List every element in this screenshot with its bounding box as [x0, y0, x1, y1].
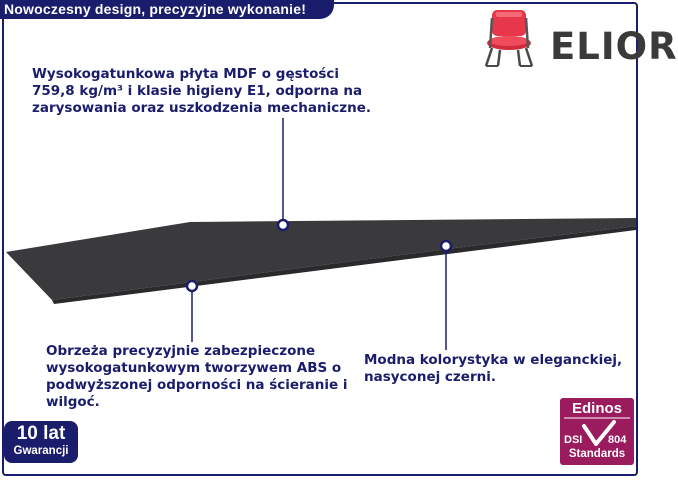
warranty-badge [4, 421, 78, 463]
logo-text: ELIOR [550, 25, 678, 68]
certificate-code-left: DSI [564, 434, 583, 446]
certificate-label: Standards [568, 448, 626, 460]
description-edges: Obrzeża precyzyjnie zabezpieczone wysokogatunkowym tworzywem ABS o podwyższonej odporności na ścieranie i wilgoć. [46, 343, 348, 410]
callout-dot-top [278, 220, 288, 230]
certificate-brand: Edinos [571, 400, 622, 417]
header-title: Nowoczesny design, precyzyjne wykonanie! [4, 1, 307, 17]
description-color: Modna kolorystyka w eleganckiej, nasyconej czerni. [364, 352, 623, 385]
warranty-label: Gwarancji [13, 445, 69, 457]
warranty-years: 10 lat [16, 423, 66, 444]
certificate-badge [560, 398, 634, 465]
callout-dot-left [187, 281, 197, 291]
certificate-code-right: 804 [608, 434, 627, 446]
shelf-top-surface [6, 218, 636, 300]
callout-dot-right [441, 241, 451, 251]
description-mdf: Wysokogatunkowa płyta MDF o gęstości 759,8 kg/m³ i klasie higieny E1, odporna na zarysowania oraz uszkodzenia mechaniczne. [32, 66, 372, 116]
